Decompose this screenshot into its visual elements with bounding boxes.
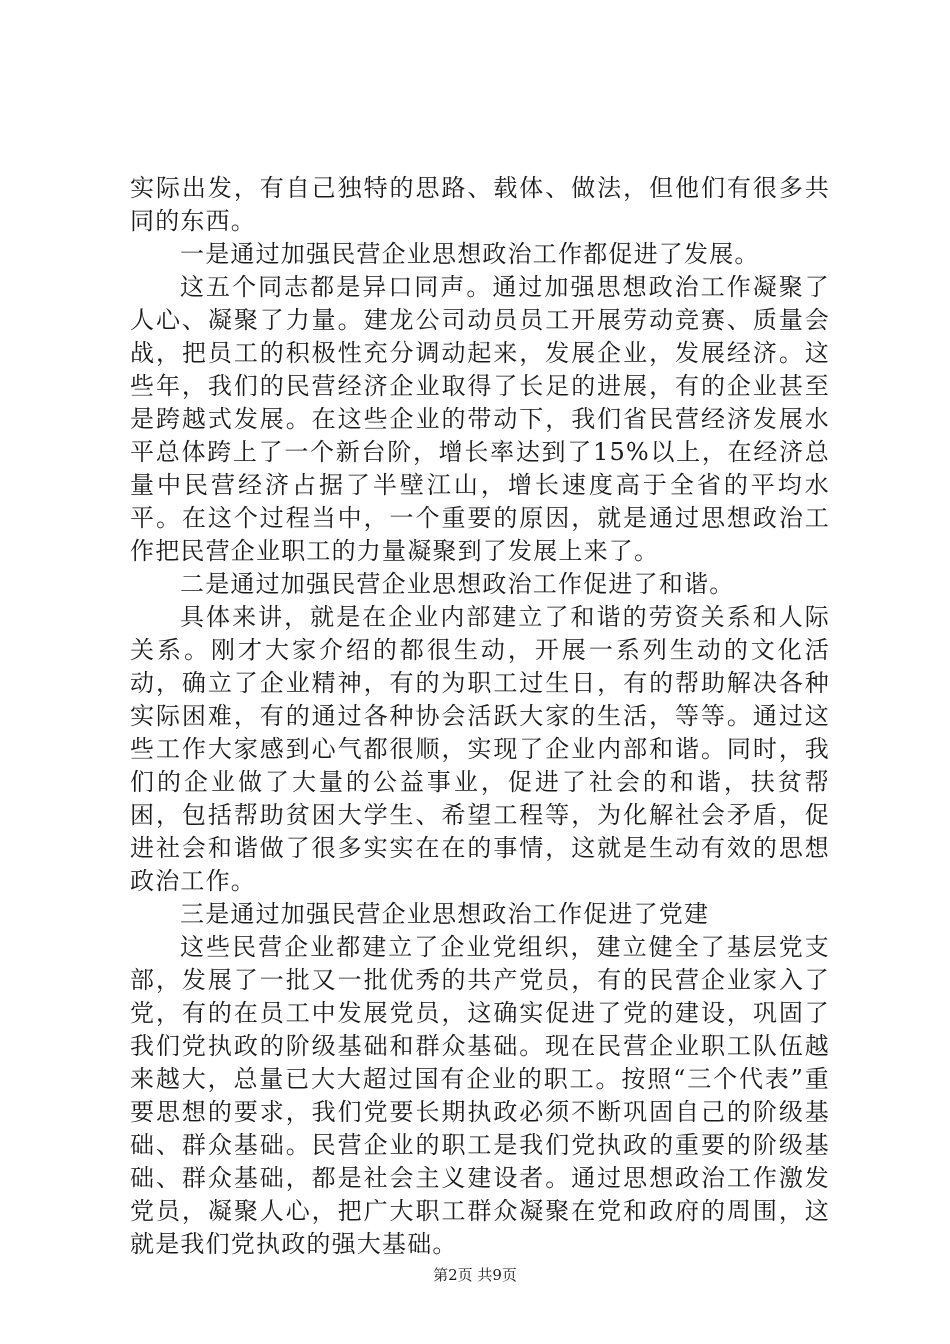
page-number-footer: 第2页 共9页 [433,1266,517,1284]
paragraph: 这些民营企业都建立了企业党组织，建立健全了基层党支部，发展了一批又一批优秀的共产党员，有的民营企业家入了党，有的在员工中发展党员，这确实促进了党的建设，巩固了我们党执政的阶级基础和群众基础。现在民营企业职工队伍越来越大，总量已大大超过国有企业的职工。按照“三个代表”重要思想的要求，我们党要长期执政必须不断巩固自己的阶级基础、群众基础。民营企业的职工是我们党执政的重要的阶级基础、群众基础，都是社会主义建设者。通过思想政治工作激发党员，凝聚人心，把广大职工群众凝聚在党和政府的周围，这就是我们党执政的强大基础。 [130,933,830,1258]
paragraph: 具体来讲，就是在企业内部建立了和谐的劳资关系和人际关系。刚才大家介绍的都很生动，开展一系列生动的文化活动，确立了企业精神，有的为职工过生日，有的帮助解决各种实际困难，有的通过各种协会活跃大家的生活，等等。通过这些工作大家感到心气都很顺，实现了企业内部和谐。同时，我们的企业做了大量的公益事业，促进了社会的和谐，扶贫帮困，包括帮助贫困大学生、希望工程等，为化解社会矛盾，促进社会和谐做了很多实实在在的事情，这就是生动有效的思想政治工作。 [130,603,830,895]
paragraph-heading-harmony: 二是通过加强民营企业思想政治工作促进了和谐。 [180,570,735,598]
paragraph: 实际出发，有自己独特的思路、载体、做法，但他们有很多共同的东西。 [130,174,830,235]
paragraph: 这五个同志都是异口同声。通过加强思想政治工作凝聚了人心、凝聚了力量。建龙公司动员员工开展劳动竞赛、质量会战，把员工的积极性充分调动起来，发展企业，发展经济。这些年，我们的民营经济企业取得了长足的进展，有的企业甚至是跨越式发展。在这些企业的带动下，我们省民营经济发展水平总体跨上了一个新台阶，增长率达到了15%以上，在经济总量中民营经济占据了半壁江山，增长速度高于全省的平均水平。在这个过程当中，一个重要的原因，就是通过思想政治工作把民营企业职工的力量凝聚到了发展上来了。 [130,273,830,565]
paragraph-heading-party-building: 三是通过加强民营企业思想政治工作促进了党建 [180,900,710,928]
paragraph-heading-development: 一是通过加强民营企业思想政治工作都促进了发展。 [180,240,760,268]
document-body [130,172,830,1261]
